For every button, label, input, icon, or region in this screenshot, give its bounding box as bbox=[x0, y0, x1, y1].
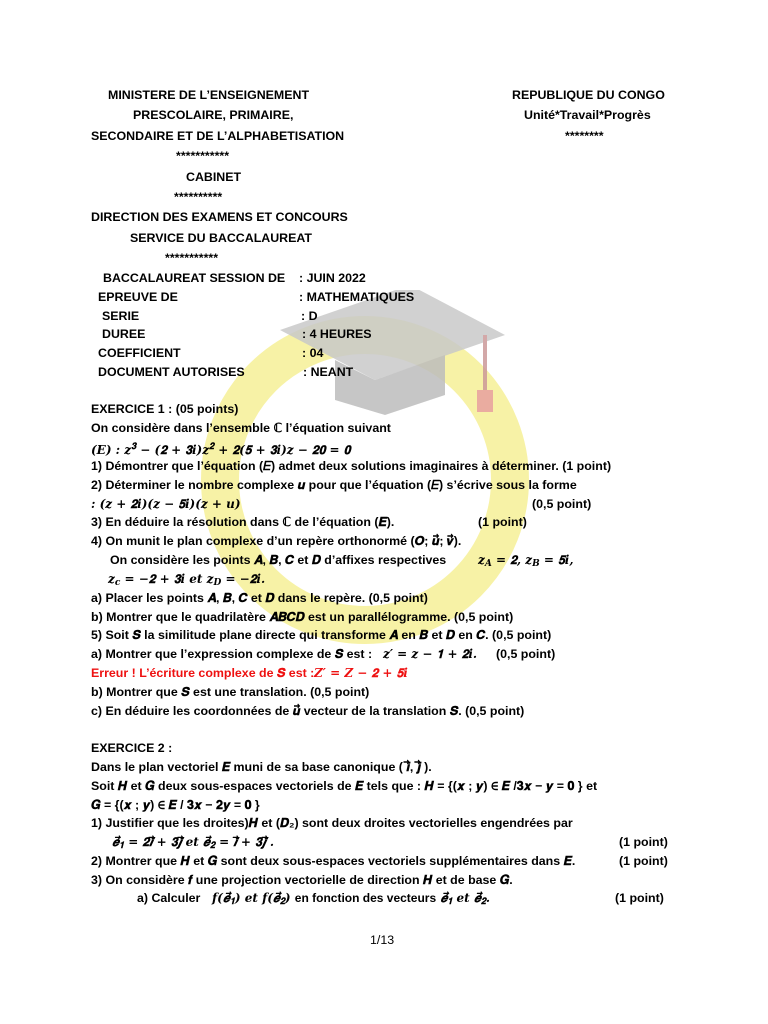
ex2-q3: 3) On considère 𝒇 une projection vectorielle de direction 𝑯 et de base 𝑮. bbox=[91, 873, 513, 887]
ex1-q4-b: On considère les points 𝑨, 𝑩, 𝑪 et 𝑫 d’affixes respectives bbox=[110, 553, 447, 567]
ex1-qa: a) Placer les points 𝑨, 𝑩, 𝑪 et 𝑫 dans le repère. (0,5 point) bbox=[91, 591, 428, 605]
ex2-q1: 1) Justifier que les droites)𝑯 et (𝑫₂) sont deux droites vectorielles engendrées par bbox=[91, 816, 573, 830]
ex1-q4: 4) On munit le plan complexe d’un repère orthonormé (𝑶; 𝒖⃗; 𝒗⃗). bbox=[91, 534, 462, 548]
ex1-q1: 1) Démontrer que l’équation (𝐸) admet deux solutions imaginaires à déterminer. (1 point) bbox=[91, 459, 612, 473]
ex1-q5c: c) En déduire les coordonnées de 𝒖⃗ vecteur de la translation 𝑺. (0,5 point) bbox=[91, 704, 525, 718]
service: SERVICE DU BACCALAUREAT bbox=[130, 231, 312, 245]
ex1-q3: 3) En déduire la résolution dans ℂ de l’équation (𝑬). bbox=[91, 515, 395, 529]
ex1-title: EXERCICE 1 : (05 points) bbox=[91, 402, 239, 416]
motto: Unité*Travail*Progrès bbox=[524, 108, 651, 122]
ex1-qb: b) Montrer que le quadrilatère 𝑨𝑩𝑪𝑫 est un parallélogramme. (0,5 point) bbox=[91, 610, 514, 624]
ex1-q2: 2) Déterminer le nombre complexe 𝒖 pour que l’équation (𝐸) s’écrive sous la forme bbox=[91, 478, 577, 492]
ex2-q3a: a) Calculer bbox=[137, 891, 201, 905]
ex1-q5b: b) Montrer que 𝑺 est une translation. (0,5 point) bbox=[91, 685, 370, 699]
ex1-q5a: a) Montrer que l’expression complexe de 𝑺 est : bbox=[91, 647, 373, 661]
equation-e: (𝑬) : 𝒛$^𝟑$ − (𝟐 + 𝟑𝒊)𝒛$^𝟐$ + 𝟐(𝟓 + 𝟑𝒊)𝒛 − 𝟐𝟎 = 𝟎 bbox=[91, 442, 351, 457]
ex1-q3-points: (1 point) bbox=[478, 515, 527, 529]
ex1-q5a-points: (0,5 point) bbox=[496, 647, 556, 661]
ministry-line1: MINISTERE DE L’ENSEIGNEMENT bbox=[108, 88, 310, 102]
s-expression: 𝒛′ = 𝒛 − 𝟏 + 𝟐𝒊. bbox=[383, 647, 478, 661]
info-label: BACCALAUREAT SESSION DE bbox=[103, 271, 286, 285]
ministry-line2: PRESCOLAIRE, PRIMAIRE, bbox=[133, 108, 294, 122]
ex1-q2-points: (0,5 point) bbox=[532, 497, 592, 511]
info-value: : NEANT bbox=[303, 365, 354, 379]
info-value: : JUIN 2022 bbox=[299, 271, 366, 285]
ex2-q2: 2) Montrer que 𝑯 et 𝑮 sont deux sous-espaces vectoriels supplémentaires dans 𝑬. bbox=[91, 854, 576, 868]
info-label: SERIE bbox=[102, 309, 140, 323]
info-label: DUREE bbox=[102, 327, 146, 341]
affixes-cd: 𝒛𝒄 = −𝟐 + 𝟑𝒊 et 𝒛𝑫 = −𝟐𝒊. bbox=[108, 572, 266, 588]
ex1-intro: On considère dans l’ensemble ℂ l’équation suivant bbox=[91, 421, 391, 435]
stars-1: *********** bbox=[176, 149, 230, 163]
ex2-line1: Dans le plan vectoriel 𝑬 muni de sa base canonique ( 𝒊⃗, 𝒋⃗ ). bbox=[91, 760, 432, 774]
info-value: : D bbox=[301, 309, 318, 323]
basis-vectors: 𝒆⃗𝟏 = 𝟐𝒊⃗ + 𝟑𝒋⃗ et 𝒆⃗𝟐 = 𝒊⃗ + 𝟑𝒋⃗ . bbox=[112, 835, 275, 851]
republic: REPUBLIQUE DU CONGO bbox=[512, 88, 665, 102]
right-stars: ******** bbox=[565, 129, 604, 143]
info-label: DOCUMENT AUTORISES bbox=[98, 365, 245, 379]
stars-3: *********** bbox=[165, 251, 219, 265]
info-label: EPREUVE DE bbox=[98, 290, 178, 304]
ex2-line2: Soit 𝑯 et 𝑮 deux sous-espaces vectoriels de 𝑬 tels que : 𝑯 = {(𝒙 ; 𝒚) ∈ 𝑬 /𝟑𝒙 − 𝒚 = 𝟎 } et bbox=[91, 779, 598, 793]
erreur-note: Erreur ! L’écriture complexe de 𝑺 est : bbox=[91, 666, 315, 680]
info-value: : 4 HEURES bbox=[302, 327, 372, 341]
ex1-q5: 5) Soit 𝑺 la similitude plane directe qui transforme 𝑨 en 𝑩 et 𝑫 en 𝑪. (0,5 point) bbox=[91, 628, 552, 642]
erreur-expression: 𝒁′ = 𝒁 − 𝟐 + 𝟓𝒊 bbox=[314, 666, 408, 680]
ex2-q3a-points: (1 point) bbox=[615, 891, 664, 905]
ex2-title: EXERCICE 2 : bbox=[91, 741, 173, 755]
stars-2: ********** bbox=[174, 190, 223, 204]
page-number: 1/13 bbox=[370, 933, 395, 947]
info-value: : MATHEMATIQUES bbox=[299, 290, 415, 304]
ex2-line3: 𝑮 = {(𝒙 ; 𝒚) ∈ 𝑬 / 𝟑𝒙 − 𝟐𝒚 = 𝟎 } bbox=[91, 798, 260, 812]
ministry-line3: SECONDAIRE ET DE L’ALPHABETISATION bbox=[91, 129, 345, 143]
f-images: 𝒇(𝒆⃗𝟏) et 𝒇(𝒆⃗𝟐) en fonction des vecteurs 𝒆⃗𝟏 et 𝒆⃗𝟐. bbox=[212, 891, 491, 907]
info-value: : 04 bbox=[302, 346, 324, 360]
ex2-q2-points: (1 point) bbox=[619, 854, 668, 868]
ex2-q1-points: (1 point) bbox=[619, 835, 668, 849]
cabinet: CABINET bbox=[186, 170, 242, 184]
factored-form: : (𝒛 + 𝟐𝒊)(𝒛 − 𝟓𝒊)(𝒛 + 𝒖) bbox=[91, 497, 241, 511]
info-label: COEFFICIENT bbox=[98, 346, 181, 360]
affixes-ab: 𝒛𝑨 = 𝟐, 𝒛𝑩 = 𝟓𝒊, bbox=[478, 553, 574, 569]
direction: DIRECTION DES EXAMENS ET CONCOURS bbox=[91, 210, 348, 224]
